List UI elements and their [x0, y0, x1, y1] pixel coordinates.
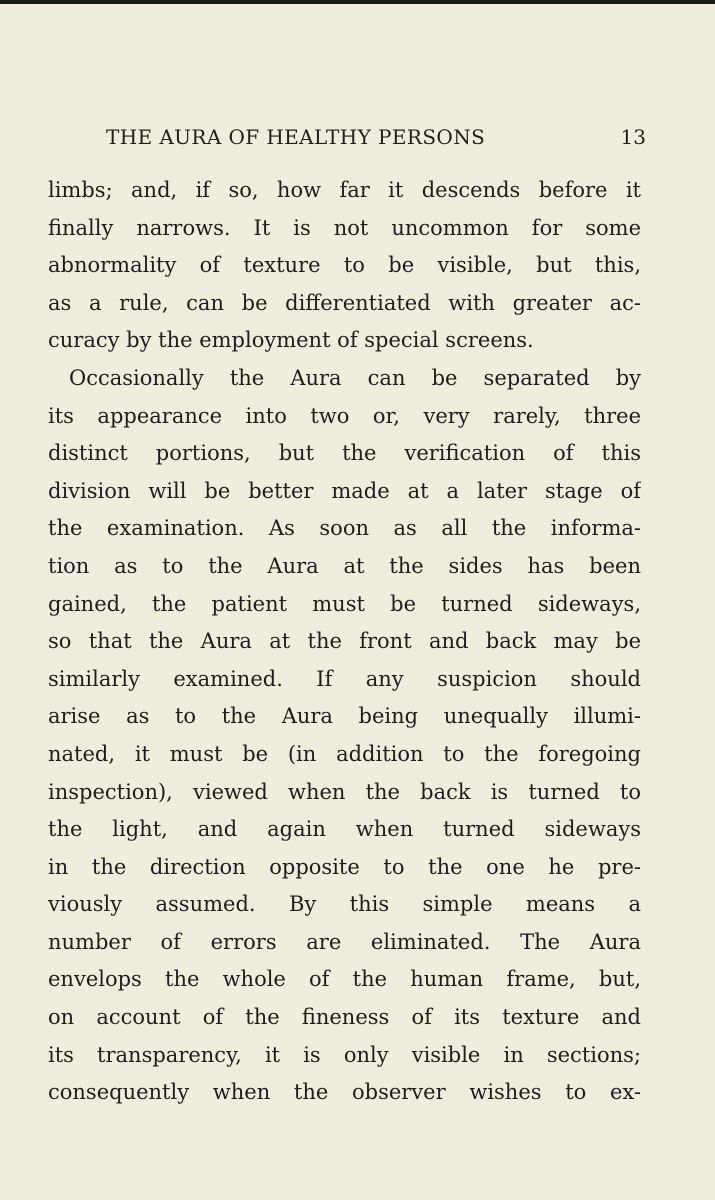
text-line: limbs; and, if so, how far it descends before it: [48, 178, 641, 202]
text-line: tion as to the Aura at the sides has been: [48, 553, 641, 578]
text-line: the light, and again when turned sideways: [48, 817, 641, 842]
page-number: 13: [620, 125, 646, 149]
text-line: distinct portions, but the verification of this: [48, 441, 641, 466]
text-line: similarly examined. If any suspicion should: [48, 666, 641, 691]
text-line: division will be better made at a later stage of: [48, 478, 641, 503]
running-head: [106, 117, 646, 157]
text-line: Occasionally the Aura can be separated by: [69, 365, 641, 390]
text-line: envelops the whole of the human frame, but,: [48, 967, 641, 992]
text-line: its transparency, it is only visible in sections;: [48, 1042, 641, 1067]
text-line: finally narrows. It is not uncommon for some: [48, 215, 641, 240]
text-line: arise as to the Aura being unequally illumi-: [48, 704, 641, 729]
text-line: abnormality of texture to be visible, but this,: [48, 253, 641, 278]
text-line: in the direction opposite to the one he pre-: [48, 854, 641, 879]
body-text: [48, 172, 641, 1112]
running-title: THE AURA OF HEALTHY PERSONS: [106, 125, 486, 149]
text-line: viously assumed. By this simple means a: [48, 892, 641, 917]
text-line: curacy by the employment of special screens.: [48, 328, 534, 353]
text-line: inspection), viewed when the back is turned to: [48, 779, 641, 804]
text-line: the examination. As soon as all the informa-: [48, 516, 641, 541]
text-line: consequently when the observer wishes to ex-: [48, 1080, 641, 1105]
text-line: so that the Aura at the front and back may be: [48, 629, 641, 654]
text-line: its appearance into two or, very rarely, three: [48, 403, 641, 428]
text-line: nated, it must be (in addition to the foregoing: [48, 741, 641, 766]
text-line: on account of the fineness of its texture and: [48, 1005, 641, 1030]
text-line: as a rule, can be differentiated with greater ac-: [48, 290, 641, 315]
text-line: number of errors are eliminated. The Aura: [48, 929, 641, 954]
text-line: gained, the patient must be turned sideways,: [48, 591, 641, 616]
